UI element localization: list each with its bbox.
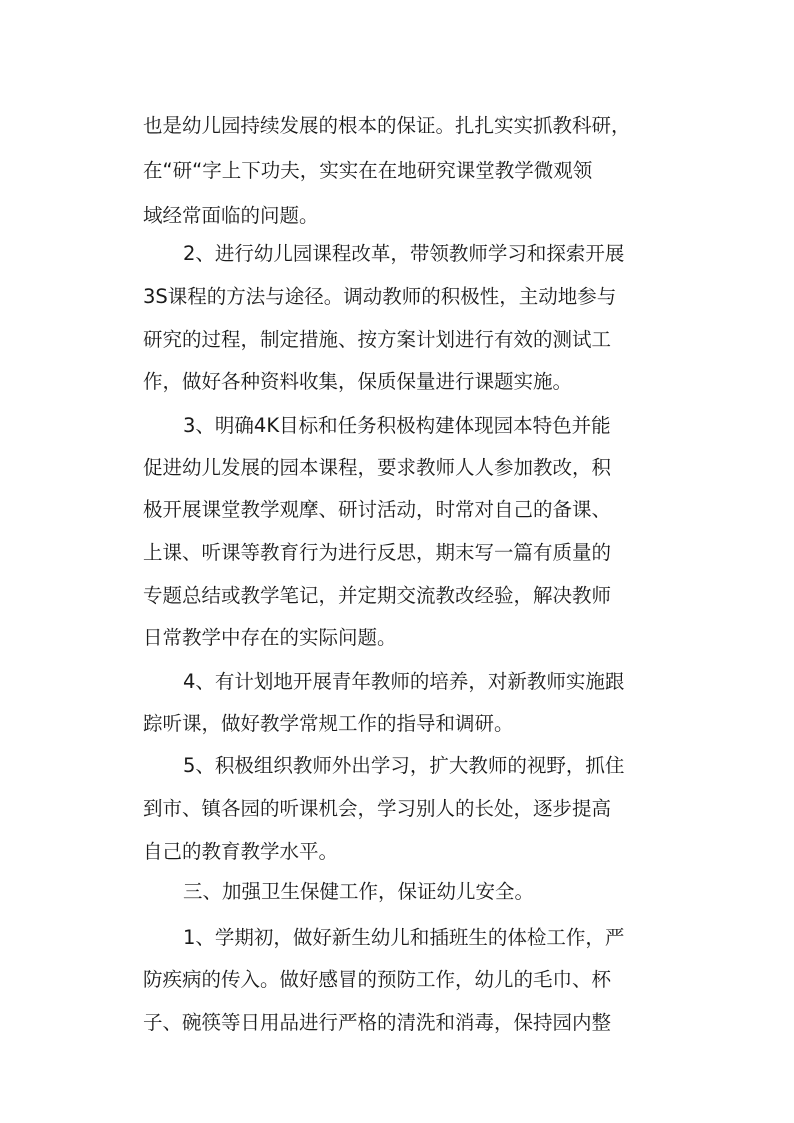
paragraph-line: 3S课程的方法与途径。调动教师的积极性，主动地参与 <box>143 285 617 308</box>
paragraph-line: 日常教学中存在的实际问题。 <box>143 626 397 649</box>
paragraph-line: 促进幼儿发展的园本课程，要求教师人人参加教改，积 <box>143 456 612 479</box>
paragraph-line: 踪听课，做好教学常规工作的指导和调研。 <box>143 712 514 735</box>
paragraph-line: 作，做好各种资料收集，保质保量进行课题实施。 <box>143 370 573 393</box>
paragraph-line: 自己的教育教学水平。 <box>143 840 339 863</box>
paragraph-line: 2、进行幼儿园课程改革，带领教师学习和探索开展 <box>183 242 625 265</box>
paragraph-line: 专题总结或教学笔记，并定期交流教改经验，解决教师 <box>143 584 612 607</box>
paragraph-line: 极开展课堂教学观摩、研讨活动，时常对自己的备课、 <box>143 498 612 521</box>
paragraph-line: 也是幼儿园持续发展的根本的保证。扎扎实实抓教科研， <box>143 114 631 137</box>
paragraph-line: 防疾病的传入。做好感冒的预防工作，幼儿的毛巾、杯 <box>143 968 612 991</box>
paragraph-line: 4、有计划地开展青年教师的培养，对新教师实施跟 <box>183 670 625 693</box>
paragraph-line: 上课、听课等教育行为进行反思，期末写一篇有质量的 <box>143 541 612 564</box>
paragraph-line: 3、明确4K目标和任务积极构建体现园本特色并能 <box>183 414 611 437</box>
paragraph-line: 在“研“字上下功夫，实实在在地研究课堂教学微观领 <box>143 159 593 182</box>
paragraph-line: 域经常面临的问题。 <box>143 204 319 227</box>
paragraph-line: 5、积极组织教师外出学习，扩大教师的视野，抓住 <box>183 754 625 777</box>
paragraph-line: 研究的过程，制定措施、按方案计划进行有效的测试工 <box>143 328 612 351</box>
paragraph-line: 子、碗筷等日用品进行严格的清洗和消毒，保持园内整 <box>143 1011 612 1034</box>
paragraph-line: 1、学期初，做好新生幼儿和插班生的体检工作，严 <box>183 926 625 949</box>
section-heading: 三、加强卫生保健工作，保证幼儿安全。 <box>183 880 535 903</box>
paragraph-line: 到市、镇各园的听课机会，学习别人的长处，逐步提高 <box>143 797 612 820</box>
